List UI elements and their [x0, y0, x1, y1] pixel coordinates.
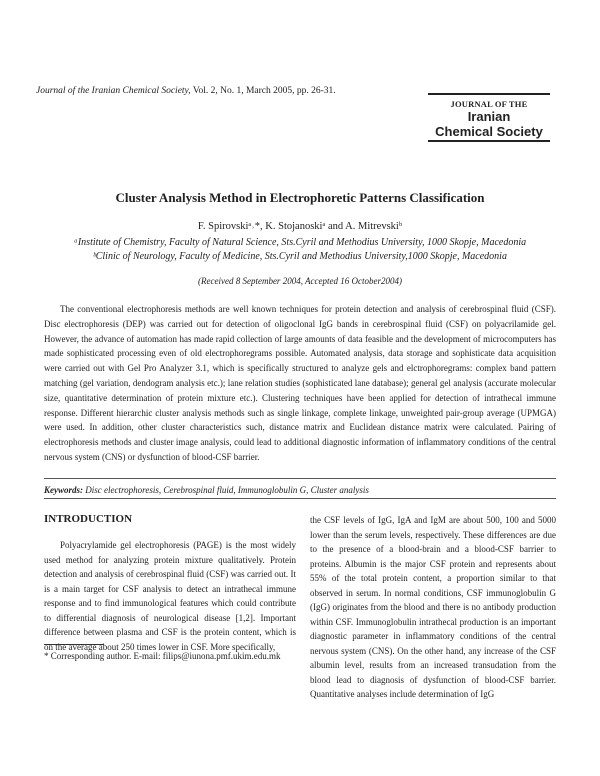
keywords-rule-top	[44, 478, 556, 479]
keywords	[44, 485, 369, 495]
journal-logo-rule	[428, 140, 550, 142]
journal-logo-box	[428, 93, 550, 139]
keywords-rule-bottom	[44, 498, 556, 499]
citation-volume: Vol. 2, No. 1, March 2005, pp. 26-31.	[190, 86, 336, 96]
corresponding-author-footnote: * Corresponding author. E-mail: filips@iunona.pmf.ukim.edu.mk	[44, 651, 281, 661]
affiliation-b: ᵇClinic of Neurology, Faculty of Medicine, Sts.Cyril and Methodius University,1000 Skopje, Macedonia	[93, 251, 507, 262]
affiliation-a: ᵃInstitute of Chemistry, Faculty of Natural Science, Sts.Cyril and Methodius University, 1000 Skopje, Macedonia	[73, 237, 527, 248]
paper-authors: F. Spirovskiᵃ˒*, K. Stojanoskiᵃ and A. Mitrevskiᵇ	[197, 221, 403, 232]
citation-journal-name: Journal of the Iranian Chemical Society,	[36, 86, 191, 96]
keywords-list: Disc electrophoresis, Cerebrospinal fluid, Immunoglobulin G, Cluster analysis	[83, 485, 369, 495]
journal-logo-line3: Chemical Society	[435, 124, 543, 139]
journal-logo-line1: JOURNAL OF THE	[450, 99, 528, 109]
journal-logo-line2: Iranian	[467, 109, 511, 124]
section-heading: INTRODUCTION	[44, 513, 133, 525]
paper-title: Cluster Analysis Method in Electrophoretic Patterns Classification	[115, 190, 485, 205]
intro-column-right: the CSF levels of IgG, IgA and IgM are about 500, 100 and 5000 lower than the serum levels, respectively. These differences are due to the presence of a blood-brain and a blood-CSF barrier to proteins. Albumin is the major CSF protein and represents about 55% of the total protein content, a proportion similar to that observed in serum. In normal conditions, CSF immunoglobulin G (IgG) originates from the blood and there is no antibody production within CSF. Immunoglobulin intrathecal production is an important diagnostic parameter in inflammatory conditions of the central nervous system (CNS). On the other hand, any increase of the CSF albumin level, results from an increased transudation from the blood lead to diagnosis of dysfunction of blood-CSF barrier. Quantitative analyses include determination of IgG	[310, 515, 556, 699]
received-dates: (Received 8 September 2004, Accepted 16 October2004)	[197, 276, 402, 286]
intro-column-left: Polyacrylamide gel electrophoresis (PAGE) is the most widely used method for analyzing protein mixture qualitatively. Protein detection and analysis of cerebrospinal fluid (CSF) was carried out. It is a main target for CSF analysis to detect an intrathecal immune response and to find immunological features which could contribute to differential diagnosis of neurological disease [1,2]. Important difference between plasma and CSF is the protein content, which is on the average about 250 times lower in CSF. More specifically,	[44, 540, 296, 652]
journal-citation	[36, 86, 336, 96]
keywords-label: Keywords:	[44, 485, 83, 495]
abstract: The conventional electrophoresis methods are well known techniques for protein detection and analysis of cerebrospinal fluid (CSF). Disc electrophoresis (DEP) was carried out for detection of oligoclonal IgG bands in cerebrospinal fluid (CSF) on polyacrilamide gel. However, the advance of automation has made rapid collection of large amounts of data feasible and the development of microcomputers has made sophisticated processing even of old electrophoregrams possible. Automated analysis, data storage and sophisticate data acquisition were carried out with Gel Pro Analyzer 3.1, which is specifically structured to analyze gels and elctrophoregrams: complex band pattern matching (gel variation, dendogram analysis etc.); lane relation studies (sophisticated lane database); general gel analysis (accurate molecular size, quantitative determination of protein mixture etc.). Clustering techniques have been applied for detection of intrathecal immune response. Different hierarchic cluster analysis methods such as single linkage, complete linkage, unweighted pair-group average (UPMGA) were used. In addition, other cluster characteristics such, distance matrix and Euclidean distance matrix were calculated. Pairing of electrophoresis methods and cluster image analysis, could lead to additional diagnostic information of inflammatory conditions of the central nervous system (CNS) or dysfunction of blood-CSF barrier.	[44, 304, 556, 462]
footnote-rule	[44, 644, 104, 645]
